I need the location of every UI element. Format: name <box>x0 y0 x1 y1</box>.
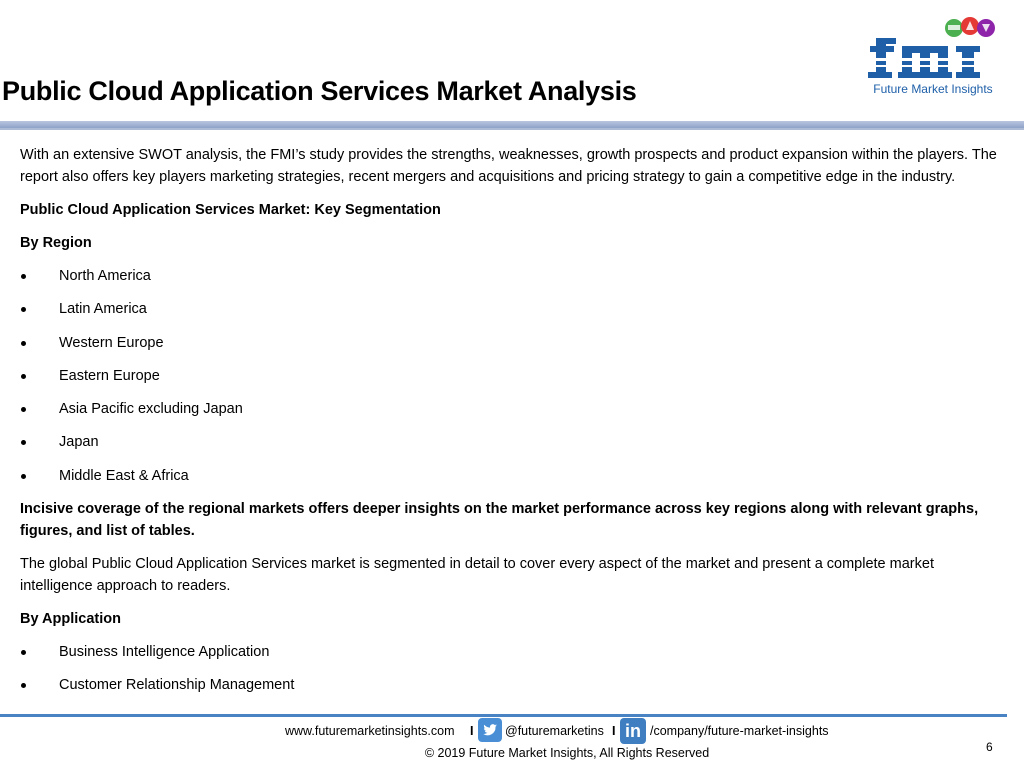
linkedin-icon[interactable]: in <box>620 718 646 744</box>
page-number: 6 <box>986 740 993 754</box>
bullet-icon <box>21 440 26 445</box>
slide-title: Public Cloud Application Services Market Analysis <box>2 76 637 106</box>
region-heading: By Region <box>20 235 92 251</box>
header-divider-line <box>0 128 1024 130</box>
bullet-icon <box>21 650 26 655</box>
fmi-logo <box>862 16 1004 100</box>
list-item: Asia Pacific excluding Japan <box>20 398 1010 420</box>
bullet-icon <box>21 307 26 312</box>
list-item: Latin America <box>20 298 1010 320</box>
header-divider <box>0 121 1024 128</box>
bullet-icon <box>21 274 26 279</box>
footer-separator: I <box>612 724 616 738</box>
twitter-handle[interactable]: @futuremarketins <box>505 724 604 738</box>
global-note: The global Public Cloud Application Services market is segmented in detail to cover every aspect of the market and present a complete market intelligence approach to readers. <box>20 556 934 595</box>
segmentation-heading: Public Cloud Application Services Market: Key Segmentation <box>20 202 441 218</box>
logo-tagline: Future Market Insights <box>873 82 993 96</box>
slide-body <box>20 144 1010 708</box>
list-item: North America <box>20 265 1010 287</box>
application-heading: By Application <box>20 611 121 628</box>
region-list <box>20 265 1010 487</box>
list-item: Eastern Europe <box>20 365 1010 387</box>
list-item: Customer Relationship Management <box>20 674 1010 696</box>
linkedin-link[interactable]: /company/future-market-insights <box>650 724 829 738</box>
application-list <box>20 641 1010 696</box>
footer <box>0 722 1024 742</box>
list-item: Western Europe <box>20 332 1010 354</box>
twitter-icon[interactable] <box>478 718 502 742</box>
bullet-icon <box>21 474 26 479</box>
twitter-bird-icon <box>478 718 502 742</box>
regional-note: Incisive coverage of the regional markets offers deeper insights on the market performance across key regions along with relevant graphs, figures, and list of tables. <box>20 501 979 540</box>
content-viewport <box>0 144 1024 718</box>
copyright: © 2019 Future Market Insights, All Rights Reserved <box>424 746 710 760</box>
website-link[interactable]: www.futuremarketinsights.com <box>285 724 455 738</box>
list-item: Middle East & Africa <box>20 465 1010 487</box>
bullet-icon <box>21 341 26 346</box>
list-item: Business Intelligence Application <box>20 641 1010 663</box>
footer-divider <box>0 714 1007 717</box>
list-item: Japan <box>20 431 1010 453</box>
fmi-logo-mark <box>862 16 1004 82</box>
intro-paragraph: With an extensive SWOT analysis, the FMI’s study provides the strengths, weaknesses, growth prospects and product expansion within the players. The report also offers key players marketing strategies, recent mergers and acquisitions and pricing strategy to gain a competitive edge in the industry. <box>20 147 997 185</box>
bullet-icon <box>21 407 26 412</box>
bullet-icon <box>21 683 26 688</box>
bullet-icon <box>21 374 26 379</box>
footer-separator: I <box>470 724 474 738</box>
